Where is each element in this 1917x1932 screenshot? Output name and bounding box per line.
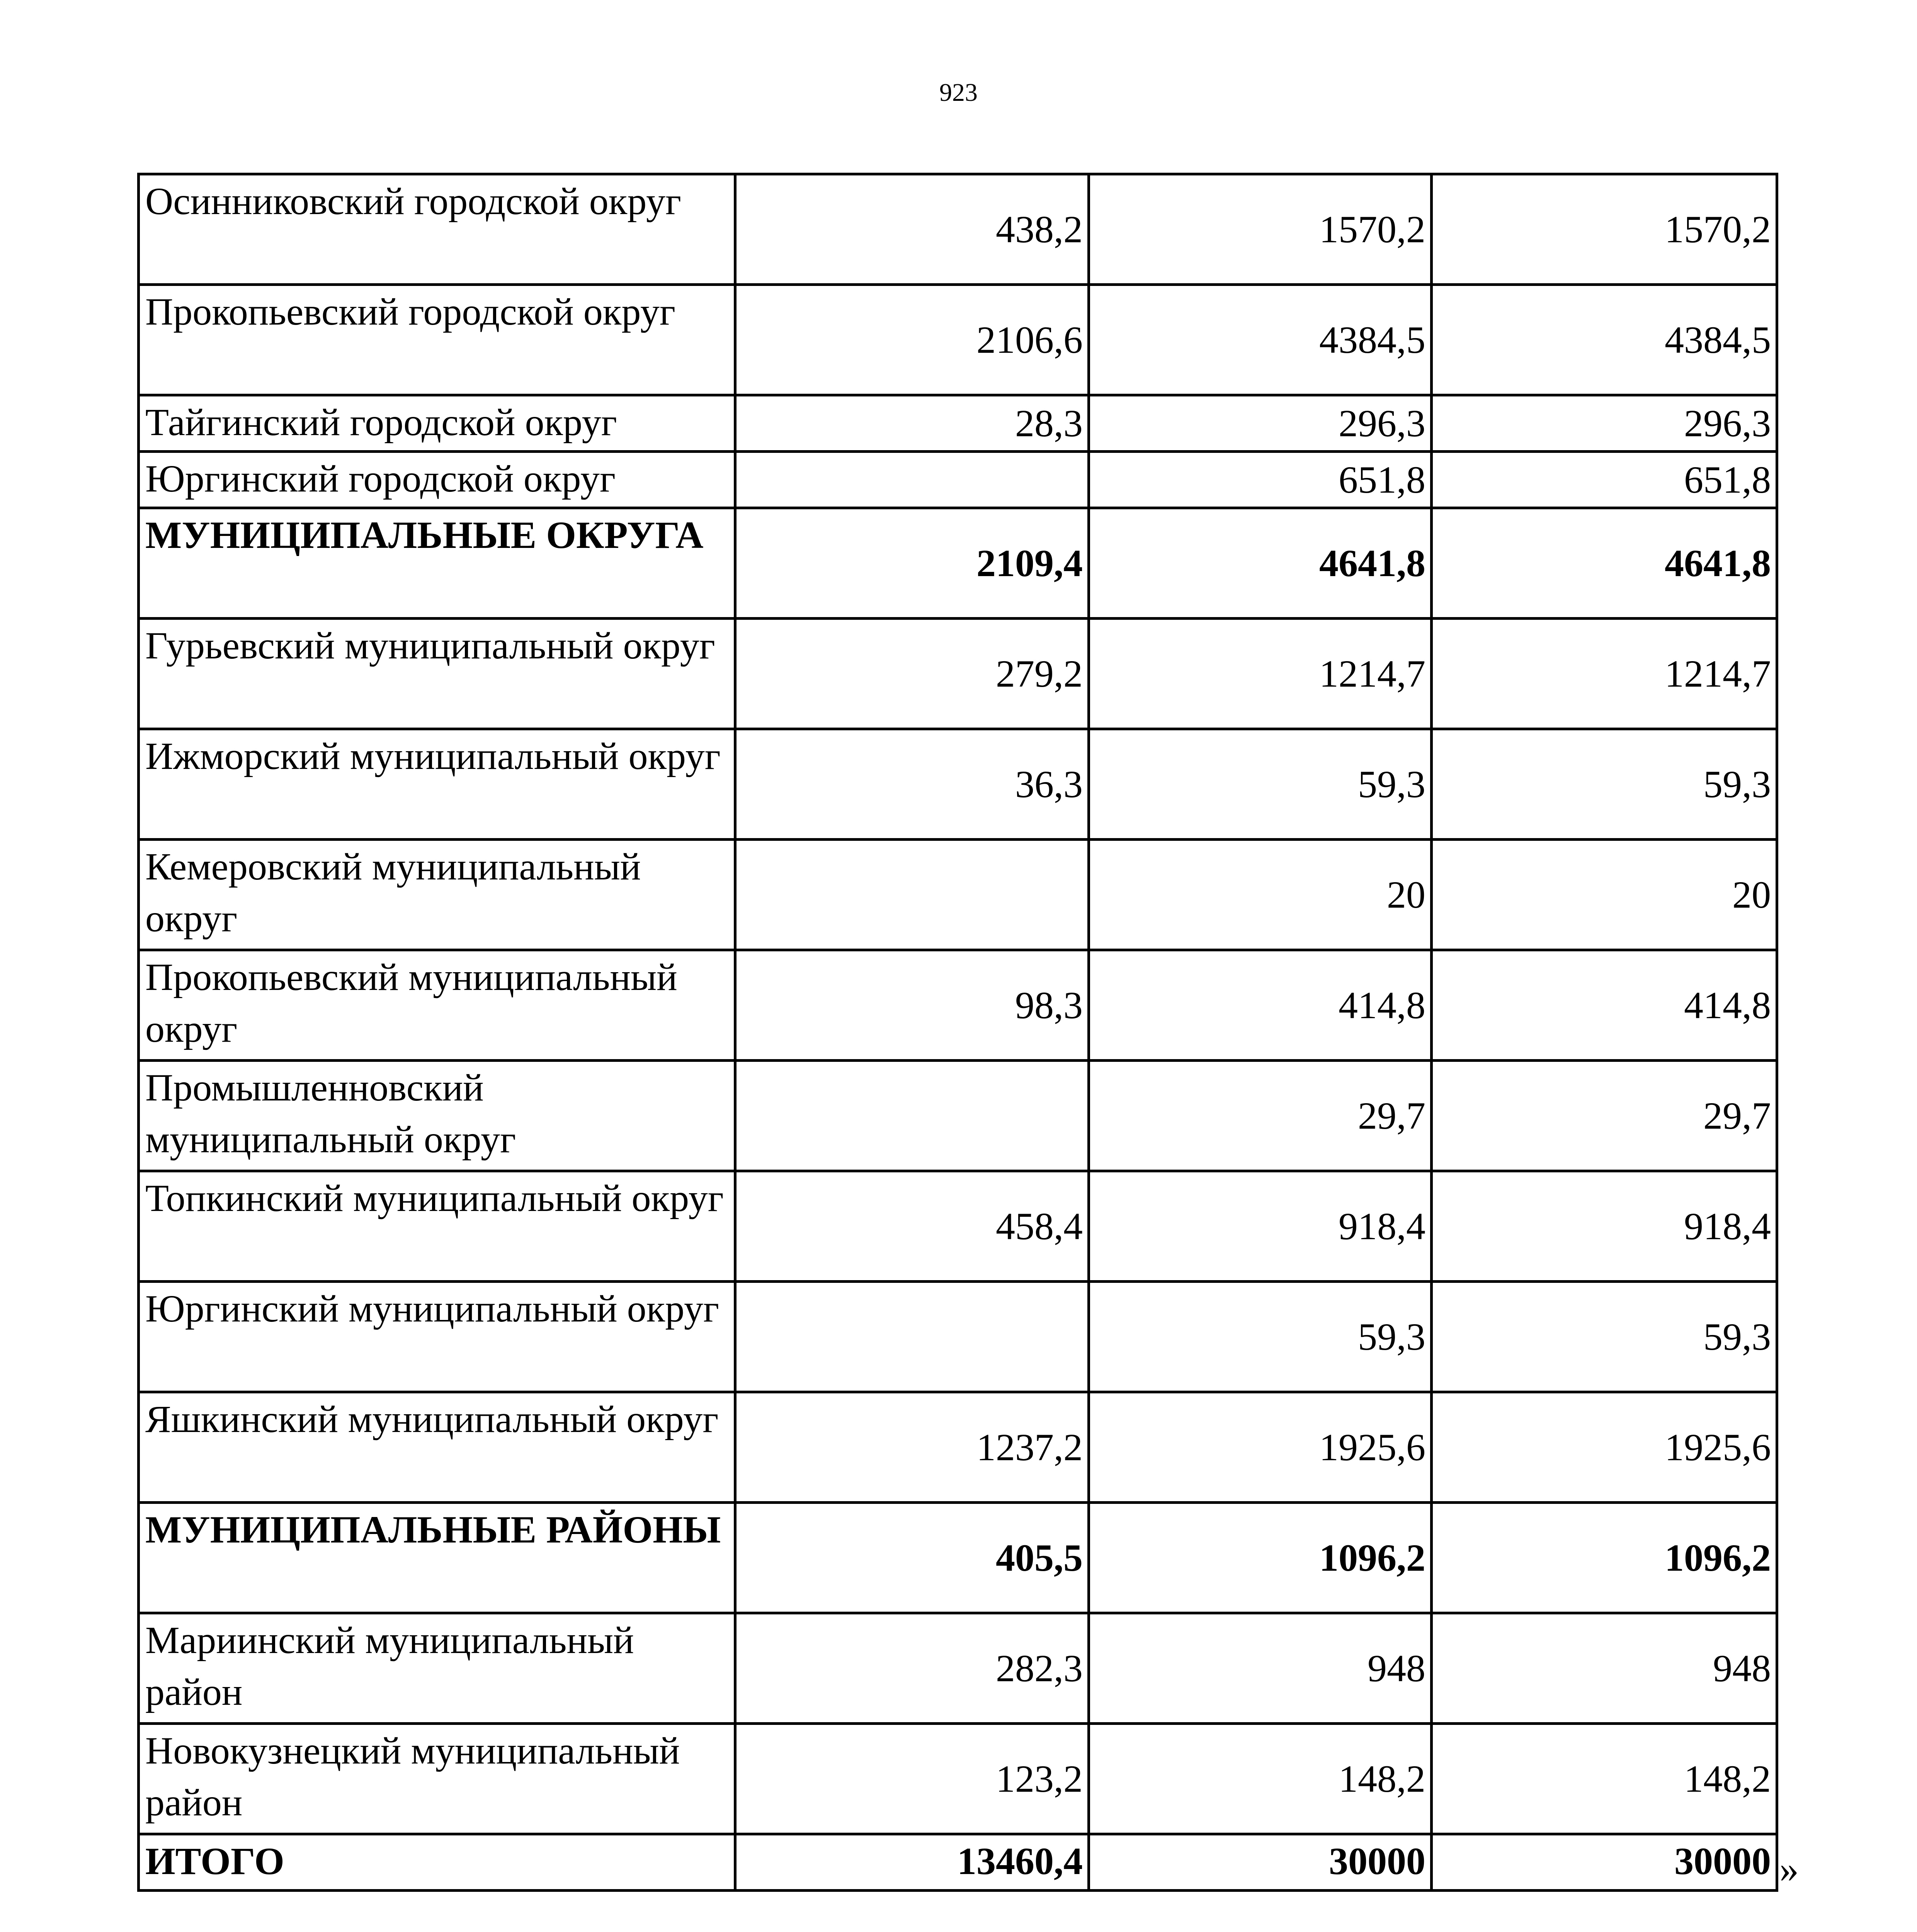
row-name: Ижморский муниципальный округ: [139, 729, 735, 840]
row-value-1: 279,2: [735, 619, 1089, 729]
total-label: ИТОГО: [139, 1834, 735, 1891]
row-value-1: [735, 1282, 1089, 1392]
row-name: Гурьевский муниципальный округ: [139, 619, 735, 729]
page-number: 923: [939, 78, 978, 107]
row-value-3: 59,3: [1432, 729, 1777, 840]
row-value-2: 4384,5: [1089, 285, 1432, 395]
row-value-2: 148,2: [1089, 1724, 1432, 1834]
row-value-1: 282,3: [735, 1613, 1089, 1724]
row-name: Осинниковский городской округ: [139, 174, 735, 285]
row-value-3: 20: [1432, 840, 1777, 950]
row-value-1: 2106,6: [735, 285, 1089, 395]
table-row: [139, 1061, 1777, 1171]
table-row: [139, 840, 1777, 950]
row-value-2: 651,8: [1089, 452, 1432, 508]
table-section-row: [139, 508, 1777, 619]
row-value-3: 1925,6: [1432, 1392, 1777, 1503]
row-name: Новокузнецкий муниципальный район: [139, 1724, 735, 1834]
section-value-3: 4641,8: [1432, 508, 1777, 619]
row-value-1: 123,2: [735, 1724, 1089, 1834]
total-value-3: 30000: [1432, 1834, 1777, 1891]
total-value-2: 30000: [1089, 1834, 1432, 1891]
table-row: [139, 619, 1777, 729]
closing-quote: »: [1779, 1847, 1799, 1890]
section-value-1: 2109,4: [735, 508, 1089, 619]
row-value-2: 59,3: [1089, 1282, 1432, 1392]
row-value-3: 148,2: [1432, 1724, 1777, 1834]
section-name: МУНИЦИПАЛЬНЫЕ РАЙОНЫ: [139, 1503, 735, 1613]
section-name: МУНИЦИПАЛЬНЫЕ ОКРУГА: [139, 508, 735, 619]
row-value-1: [735, 840, 1089, 950]
table-row: [139, 1282, 1777, 1392]
table-row: [139, 729, 1777, 840]
row-name: Кемеровский муниципальный округ: [139, 840, 735, 950]
table-section-row: [139, 1503, 1777, 1613]
table-row: [139, 1613, 1777, 1724]
total-value-1: 13460,4: [735, 1834, 1089, 1891]
row-value-3: 651,8: [1432, 452, 1777, 508]
row-value-2: 59,3: [1089, 729, 1432, 840]
table-row: [139, 950, 1777, 1061]
row-value-3: 4384,5: [1432, 285, 1777, 395]
row-value-3: 59,3: [1432, 1282, 1777, 1392]
row-value-3: 414,8: [1432, 950, 1777, 1061]
row-value-2: 918,4: [1089, 1171, 1432, 1282]
row-value-1: 1237,2: [735, 1392, 1089, 1503]
table-row: [139, 174, 1777, 285]
row-value-1: [735, 452, 1089, 508]
table-row: [139, 1724, 1777, 1834]
row-name: Прокопьевский городской округ: [139, 285, 735, 395]
row-value-1: 98,3: [735, 950, 1089, 1061]
row-value-3: 918,4: [1432, 1171, 1777, 1282]
table-row: [139, 1392, 1777, 1503]
row-value-1: 36,3: [735, 729, 1089, 840]
row-name: Тайгинский городской округ: [139, 395, 735, 452]
table-row: [139, 285, 1777, 395]
row-name: Топкинский муниципальный округ: [139, 1171, 735, 1282]
row-name: Мариинский муниципальный район: [139, 1613, 735, 1724]
section-value-2: 1096,2: [1089, 1503, 1432, 1613]
row-value-2: 414,8: [1089, 950, 1432, 1061]
row-value-1: 438,2: [735, 174, 1089, 285]
row-value-3: 29,7: [1432, 1061, 1777, 1171]
row-value-2: 948: [1089, 1613, 1432, 1724]
row-value-3: 296,3: [1432, 395, 1777, 452]
table-total-row: [139, 1834, 1777, 1891]
row-value-3: 1214,7: [1432, 619, 1777, 729]
table-row: [139, 452, 1777, 508]
row-name: Яшкинский муниципальный округ: [139, 1392, 735, 1503]
row-value-2: 296,3: [1089, 395, 1432, 452]
row-value-3: 1570,2: [1432, 174, 1777, 285]
budget-table: [137, 173, 1778, 1892]
row-name: Юргинский муниципальный округ: [139, 1282, 735, 1392]
section-value-2: 4641,8: [1089, 508, 1432, 619]
row-value-2: 1925,6: [1089, 1392, 1432, 1503]
section-value-1: 405,5: [735, 1503, 1089, 1613]
row-value-1: 28,3: [735, 395, 1089, 452]
row-value-2: 1214,7: [1089, 619, 1432, 729]
section-value-3: 1096,2: [1432, 1503, 1777, 1613]
table-row: [139, 395, 1777, 452]
row-name: Юргинский городской округ: [139, 452, 735, 508]
row-value-1: 458,4: [735, 1171, 1089, 1282]
row-name: Прокопьевский муниципальный округ: [139, 950, 735, 1061]
row-value-2: 20: [1089, 840, 1432, 950]
row-value-2: 1570,2: [1089, 174, 1432, 285]
row-value-3: 948: [1432, 1613, 1777, 1724]
row-value-2: 29,7: [1089, 1061, 1432, 1171]
table-row: [139, 1171, 1777, 1282]
row-name: Промышленновский муниципальный округ: [139, 1061, 735, 1171]
row-value-1: [735, 1061, 1089, 1171]
